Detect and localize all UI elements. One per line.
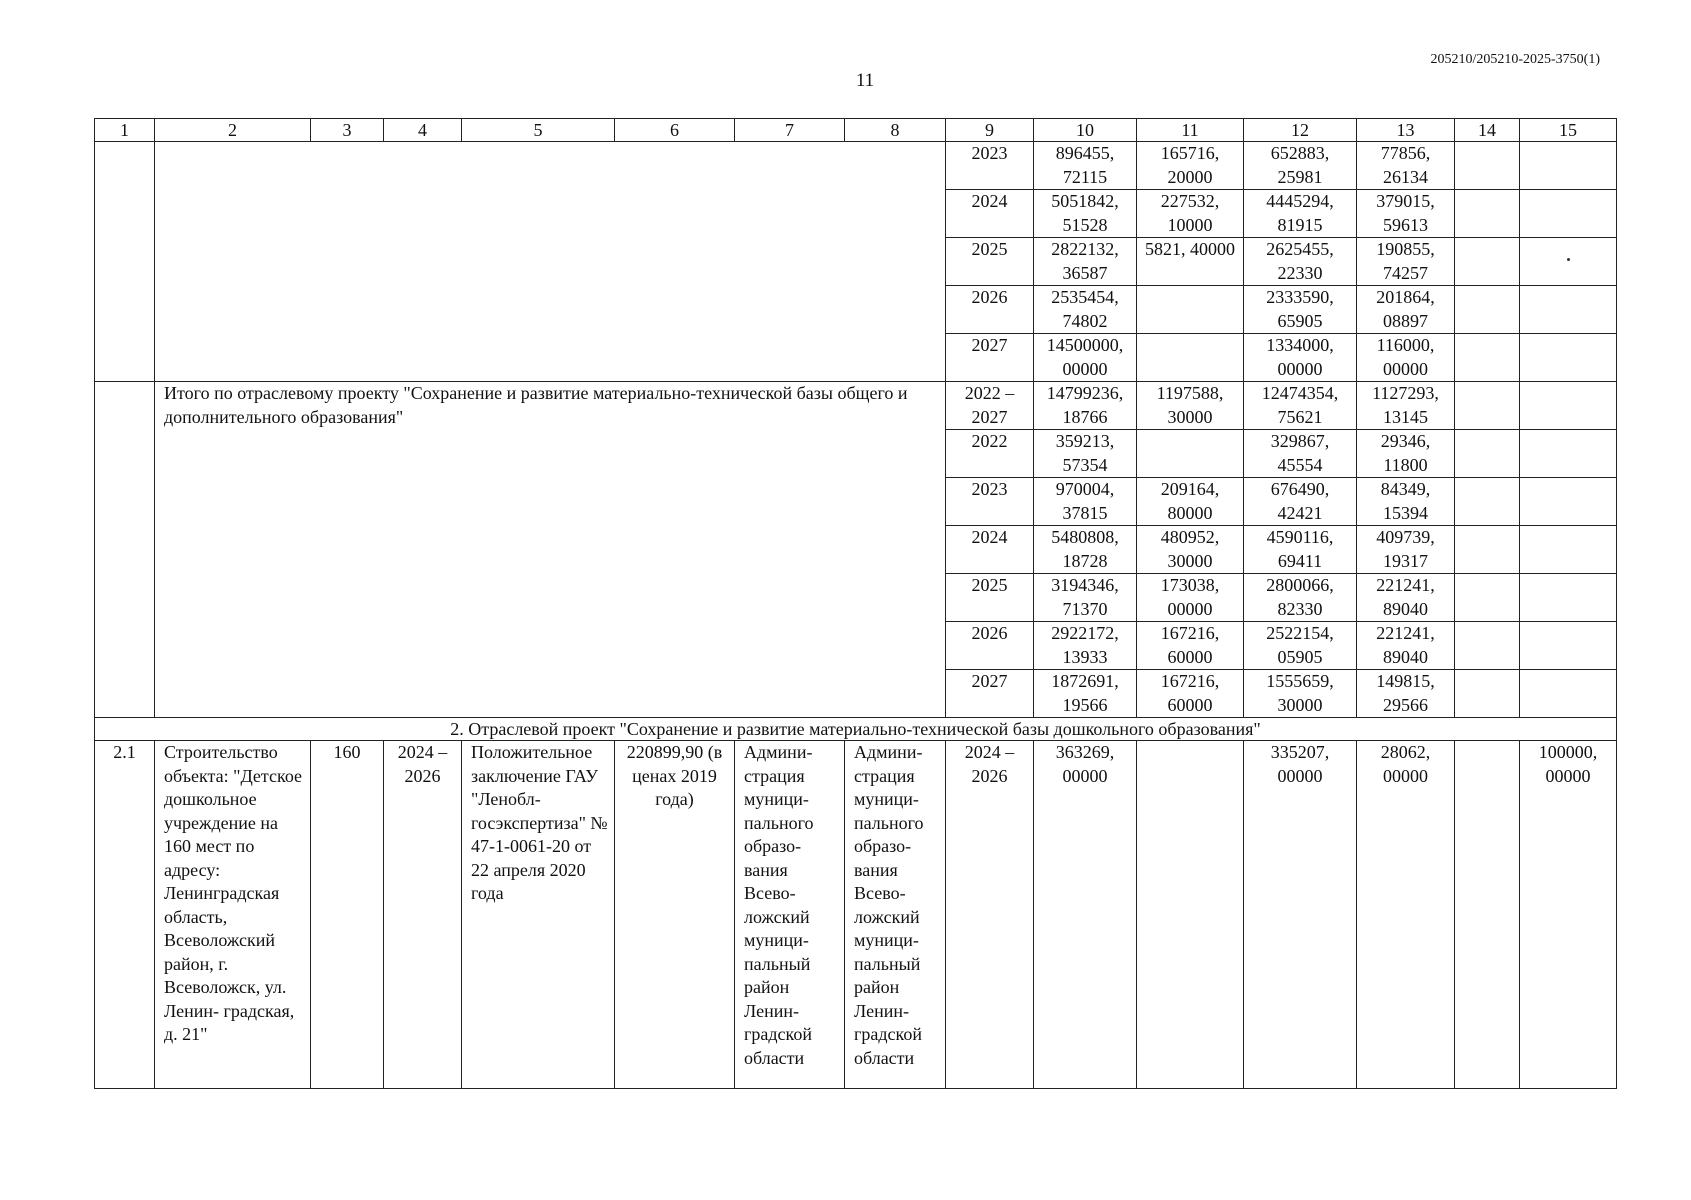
document-number: 205210/205210-2025-3750(1) (1430, 52, 1600, 67)
total-label: Итого по отраслевому проекту "Сохранение и развитие материально-технической базы общего и дополнительного образования" (155, 382, 946, 718)
col-num: 6 (615, 119, 735, 142)
value-cell (1137, 286, 1244, 334)
table-cell (1455, 478, 1520, 526)
table-cell (1520, 574, 1617, 622)
col-num: 5 (462, 119, 615, 142)
value-cell: 1334000, 00000 (1244, 334, 1357, 382)
year-cell: 2022 – 2027 (946, 382, 1034, 430)
scan-dot (1567, 258, 1570, 261)
value-cell: 116000, 00000 (1357, 334, 1455, 382)
value-cell: 1555659, 30000 (1244, 670, 1357, 718)
object-name-cell: Строительство объекта: "Детское дошкольное учреждение на 160 мест по адресу: Ленинградская область, Всеволожский район, г. Всеволожск, ул. Ленин- градская, д. 21" (155, 741, 311, 1089)
value-cell: 28062, 00000 (1357, 741, 1455, 1089)
value-cell (1455, 741, 1520, 1089)
table-cell (95, 142, 155, 382)
table-cell (1520, 142, 1617, 190)
value-cell: 227532, 10000 (1137, 190, 1244, 238)
customer-cell: Админи- страция муници- пального образо- вания Всево- ложский муници- пальный район Ленин- градской области (735, 741, 845, 1089)
value-cell: 5051842, 51528 (1034, 190, 1137, 238)
year-cell: 2023 (946, 478, 1034, 526)
value-cell: 167216, 60000 (1137, 622, 1244, 670)
col-num: 11 (1137, 119, 1244, 142)
value-cell: 2922172, 13933 (1034, 622, 1137, 670)
value-cell: 363269, 00000 (1034, 741, 1137, 1089)
year-cell: 2025 (946, 238, 1034, 286)
value-cell (1137, 334, 1244, 382)
table-cell (1520, 334, 1617, 382)
value-cell: 1872691, 19566 (1034, 670, 1137, 718)
value-cell: 149815, 29566 (1357, 670, 1455, 718)
value-cell: 190855, 74257 (1357, 238, 1455, 286)
value-cell: 2333590, 65905 (1244, 286, 1357, 334)
table-cell (1455, 670, 1520, 718)
value-cell: 335207, 00000 (1244, 741, 1357, 1089)
value-cell: 14799236, 18766 (1034, 382, 1137, 430)
value-cell: 221241, 89040 (1357, 622, 1455, 670)
table-cell (1520, 286, 1617, 334)
value-cell: 2822132, 36587 (1034, 238, 1137, 286)
year-cell: 2024 – 2026 (946, 741, 1034, 1089)
value-cell: 2625455, 22330 (1244, 238, 1357, 286)
value-cell: 5821, 40000 (1137, 238, 1244, 286)
table-cell (1520, 670, 1617, 718)
table-cell (1455, 286, 1520, 334)
table-cell (1520, 622, 1617, 670)
value-cell: 359213, 57354 (1034, 430, 1137, 478)
table-cell (1455, 526, 1520, 574)
year-cell: 2023 (946, 142, 1034, 190)
value-cell: 165716, 20000 (1137, 142, 1244, 190)
table-cell (1455, 238, 1520, 286)
value-cell: 1127293, 13145 (1357, 382, 1455, 430)
year-cell: 2022 (946, 430, 1034, 478)
col-num: 10 (1034, 119, 1137, 142)
table-cell (1520, 430, 1617, 478)
table-cell (1520, 526, 1617, 574)
value-cell: 84349, 15394 (1357, 478, 1455, 526)
value-cell: 14500000, 00000 (1034, 334, 1137, 382)
table-cell (1520, 382, 1617, 430)
table-row (95, 382, 1617, 430)
year-cell: 2025 (946, 574, 1034, 622)
value-cell: 379015, 59613 (1357, 190, 1455, 238)
col-num: 2 (155, 119, 311, 142)
col-num: 7 (735, 119, 845, 142)
table-row (95, 142, 1617, 190)
table-cell (95, 382, 155, 718)
year-cell: 2024 (946, 190, 1034, 238)
value-cell: 29346, 11800 (1357, 430, 1455, 478)
year-cell: 2027 (946, 334, 1034, 382)
value-cell: 896455, 72115 (1034, 142, 1137, 190)
value-cell: 970004, 37815 (1034, 478, 1137, 526)
year-cell: 2026 (946, 622, 1034, 670)
value-cell: 676490, 42421 (1244, 478, 1357, 526)
value-cell: 652883, 25981 (1244, 142, 1357, 190)
col-num: 14 (1455, 119, 1520, 142)
value-cell: 167216, 60000 (1137, 670, 1244, 718)
value-cell: 100000, 00000 (1520, 741, 1617, 1089)
section-title: 2. Отраслевой проект "Сохранение и развитие материально-технической базы дошкольного образования" (95, 718, 1617, 741)
program-table (94, 118, 1617, 1089)
col-num: 8 (845, 119, 946, 142)
table-row (95, 741, 1617, 1089)
col-num: 3 (311, 119, 384, 142)
year-cell: 2024 (946, 526, 1034, 574)
contractor-cell: Админи- страция муници- пального образо- вания Всево- ложский муници- пальный район Ленин- градской области (845, 741, 946, 1089)
estimated-cost-cell: 220899,90 (в ценах 2019 года) (615, 741, 735, 1089)
row-number-cell: 2.1 (95, 741, 155, 1089)
section-row (95, 718, 1617, 741)
table-cell (155, 142, 946, 382)
value-cell: 480952, 30000 (1137, 526, 1244, 574)
table-cell (1520, 478, 1617, 526)
value-cell: 2535454, 74802 (1034, 286, 1137, 334)
col-num: 1 (95, 119, 155, 142)
table-cell (1455, 190, 1520, 238)
value-cell: 12474354, 75621 (1244, 382, 1357, 430)
value-cell: 409739, 19317 (1357, 526, 1455, 574)
table-cell (1520, 190, 1617, 238)
page-number: 11 (855, 70, 875, 91)
col-num: 4 (384, 119, 462, 142)
value-cell: 3194346, 71370 (1034, 574, 1137, 622)
col-num: 15 (1520, 119, 1617, 142)
year-cell: 2026 (946, 286, 1034, 334)
value-cell: 201864, 08897 (1357, 286, 1455, 334)
table-cell (1455, 382, 1520, 430)
table-cell (1455, 622, 1520, 670)
value-cell: 221241, 89040 (1357, 574, 1455, 622)
value-cell (1137, 741, 1244, 1089)
value-cell: 77856, 26134 (1357, 142, 1455, 190)
year-cell: 2027 (946, 670, 1034, 718)
col-num: 12 (1244, 119, 1357, 142)
table-cell (1455, 334, 1520, 382)
column-number-row (95, 119, 1617, 142)
period-cell: 2024 – 2026 (384, 741, 462, 1089)
capacity-cell: 160 (311, 741, 384, 1089)
table-cell (1520, 238, 1617, 286)
value-cell: 5480808, 18728 (1034, 526, 1137, 574)
value-cell: 209164, 80000 (1137, 478, 1244, 526)
value-cell (1137, 430, 1244, 478)
value-cell: 4445294, 81915 (1244, 190, 1357, 238)
value-cell: 4590116, 69411 (1244, 526, 1357, 574)
value-cell: 1197588, 30000 (1137, 382, 1244, 430)
table-cell (1455, 430, 1520, 478)
expertise-cell: Положительное заключение ГАУ "Ленобл- госэкспертиза" № 47-1-0061-20 от 22 апреля 2020 года (462, 741, 615, 1089)
table-cell (1455, 142, 1520, 190)
value-cell: 173038, 00000 (1137, 574, 1244, 622)
table-cell (1455, 574, 1520, 622)
value-cell: 2522154, 05905 (1244, 622, 1357, 670)
value-cell: 2800066, 82330 (1244, 574, 1357, 622)
value-cell: 329867, 45554 (1244, 430, 1357, 478)
col-num: 13 (1357, 119, 1455, 142)
col-num: 9 (946, 119, 1034, 142)
